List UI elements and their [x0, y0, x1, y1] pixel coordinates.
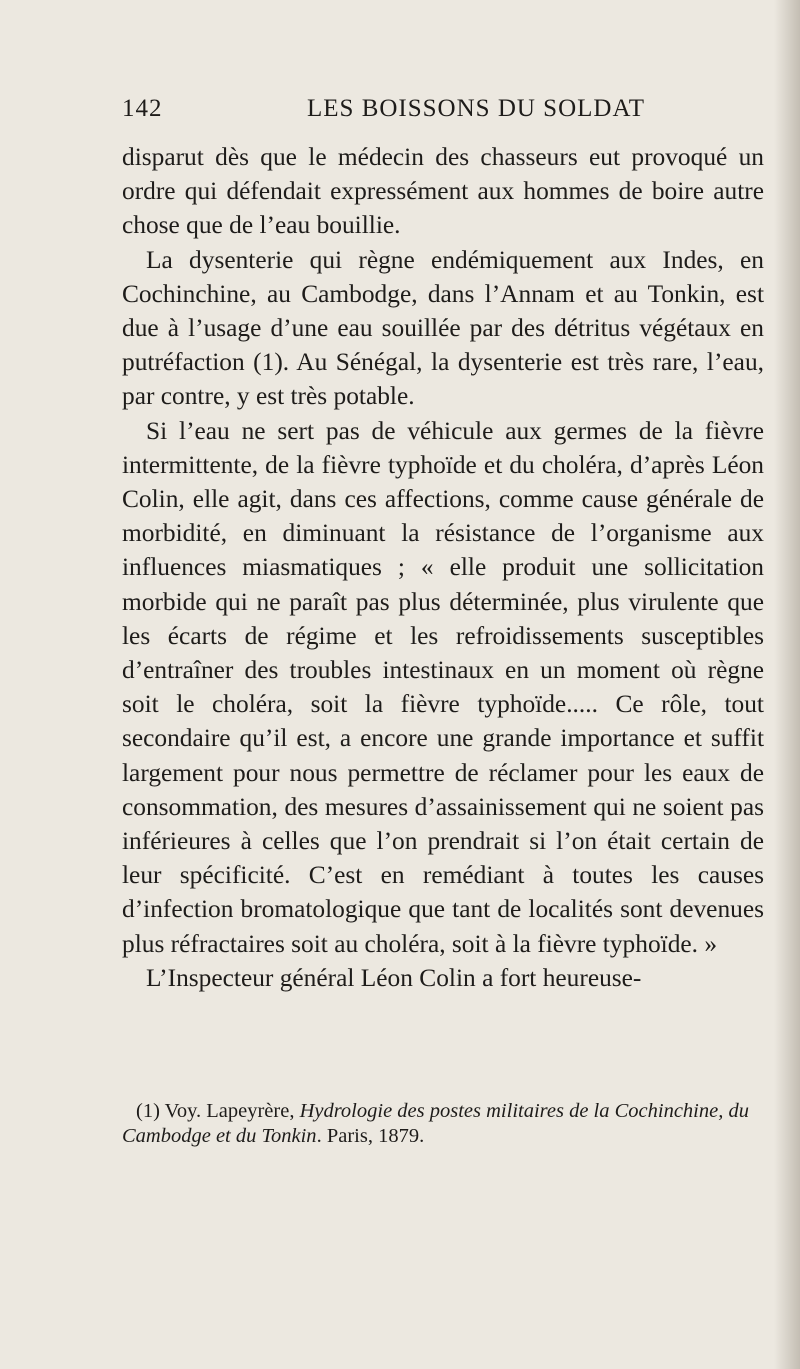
running-title: LES BOISSONS DU SOLDAT: [307, 95, 646, 122]
paragraph: L’Inspecteur général Léon Colin a fort heureuse-: [146, 963, 642, 992]
footnote-title: Hydrologie des postes militaires de la Cochinchine, du Cambodge et du Tonkin: [122, 1100, 749, 1147]
paragraph: Si l’eau ne sert pas de véhicule aux germes de la fièvre intermittente, de la fièvre typhoïde et du choléra, d’après Léon Colin, elle agit, dans ces affections, comme cause générale de morbidité, en diminuant la résistance de l’organisme aux influences miasmatiques ; « elle produit une sollicitation morbide qui ne paraît pas plus déterminée, plus virulente que les écarts de régime et les refroidissements susceptibles d’entraîner des troubles intestinaux en un moment où règne soit le choléra, soit la fièvre typhoïde..... Ce rôle, tout secondaire qu’il est, a encore une grande importance et suffit largement pour nous permettre de réclamer pour les eaux de consommation, des mesures d’assainissement qui ne soient pas inférieures à celles que l’on prendrait si l’on était certain de leur spécificité. C’est en remédiant à toutes les causes d’infection bromatologique que tant de localités sont devenues plus réfractaires soit au choléra, soit à la fièvre typhoïde. »: [122, 416, 764, 958]
footnote-suffix: . Paris, 1879.: [316, 1125, 425, 1147]
page-number: 142: [122, 95, 163, 122]
body-text: [122, 140, 764, 995]
footnote: [122, 1099, 764, 1149]
paragraph: disparut dès que le médecin des chasseurs eut provoqué un ordre qui défendait expressément aux hommes de boire autre chose que de l’eau bouillie.: [122, 143, 764, 240]
footnote-prefix: Voy. Lapeyrère,: [159, 1100, 300, 1122]
page-edge-shadow: [774, 0, 800, 1369]
paragraph: La dysenterie qui règne endémiquement aux Indes, en Cochinchine, au Cambodge, dans l’Annam et au Tonkin, est due à l’usage d’une eau souillée par des détritus végétaux en putréfaction (1). Au Sénégal, la dysenterie est très rare, l’eau, par contre, y est très potable.: [122, 245, 764, 411]
footnote-marker: (1): [136, 1100, 160, 1122]
